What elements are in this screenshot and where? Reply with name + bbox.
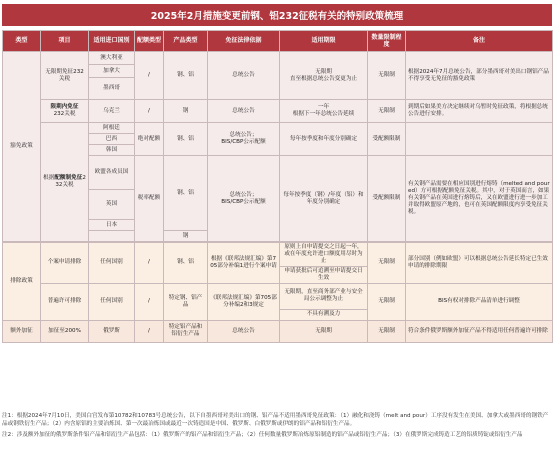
item-text: 232关税 [53,111,76,117]
item-cell [41,100,89,123]
quota-cell: / [135,320,164,342]
table-header-row [3,31,553,52]
category-cell: 额外加征 [3,320,41,342]
limit-cell: 无限制 [368,320,406,342]
note-cell: 有关钢产品需要在相应国别进行熔铸（melted and poured）方可根据配额免征关税。其中，对于英国而言，如果有关钢产品在英国进行熔铸后，又在欧盟进行进一步加工并取得欧盟原产地的，也可在英国配额限度内享受免征关税。 [406,156,553,242]
quota-cell: / [135,52,164,100]
limit-cell: 无限制 [368,52,406,100]
period-cell: 每年按季度（钢）/年度（铝）和年度分别确定 [280,156,368,242]
country-cell: 俄罗斯 [89,320,135,342]
table-row [3,283,553,309]
basis-cell: 总统公告 [208,320,280,342]
header-cell: 数量限制程度 [368,31,406,52]
category-cell: 豁免政策 [3,52,41,242]
period-cell: 无限期 直至根据总统公告变更为止 [280,52,368,100]
basis-cell: 根据《联邦法规汇编》第705部分补编1进行个案申请 [208,243,280,284]
note-cell: BIS有权对排除产品清单进行调整 [406,283,553,320]
product-cell: 钢、铝 [164,123,208,156]
header-cell: 适用期限 [280,31,368,52]
product-cell: 钢、铝 [164,52,208,100]
note-cell: 部分国别（例如欧盟）可以根据总统公告延长特定已生效申请的排除期限 [406,243,553,284]
note-cell: 符合条件俄罗斯额外加征产品不得适用任何普遍许可排除 [406,320,553,342]
item-cell: 个案申请排除 [41,243,89,284]
footnotes [2,412,552,442]
limit-cell: 受配额限制 [368,123,406,156]
country-cell: 阿根廷 [89,123,135,134]
period-cell: 原则上自申请提交之日起一年，或在年度允许进口额度用尽时为止 [280,243,368,267]
period-cell: 无限期 [280,320,368,342]
period-cell: 无限期，直至商务部产业与安全局公示调整为止 [280,283,368,309]
basis-cell: 《联邦法规汇编》第705部分补编2和3规定 [208,283,280,320]
limit-cell: 无限制 [368,243,406,284]
quota-cell: 绝对配额 [135,123,164,156]
table-row [3,123,553,134]
basis-cell: 总统公告 [208,100,280,123]
country-cell: 欧盟各成员国 [89,156,135,190]
table-row [3,100,553,123]
note-cell [406,123,553,156]
country-cell: 乌克兰 [89,100,135,123]
limit-cell: 无限制 [368,100,406,123]
period-cell: 一年 根据下一年总统公告延续 [280,100,368,123]
item-cell: 普遍许可排除 [41,283,89,320]
period-cell: 每年按季度和年度分别确定 [280,123,368,156]
product-cell: 钢、铝 [164,156,208,231]
product-cell: 特定钢、铝产品 [164,283,208,320]
product-cell: 钢、铝 [164,243,208,284]
header-cell: 产品类型 [164,31,208,52]
table-row [3,320,553,342]
limit-cell: 受配额限制 [368,156,406,242]
quota-cell: / [135,243,164,284]
header-cell: 备注 [406,31,553,52]
category-cell: 排除政策 [3,243,41,321]
quota-cell: / [135,100,164,123]
item-text: 232关税 [55,175,86,188]
item-text: 根据 [43,175,55,182]
header-cell: 适用进口国别 [89,31,135,52]
note-cell: 根据2024年7月总统公告，部分墨西哥对美出口钢铝产品不得享受无免征的豁免政策 [406,52,553,100]
country-cell: 墨西哥 [89,78,135,100]
product-cell: 特定铝产品和铝衍生产品 [164,320,208,342]
item-cell: 加征至200% [41,320,89,342]
country-cell: 日本 [89,220,135,231]
country-cell [89,231,135,242]
item-cell [41,123,89,242]
table-row [3,52,553,65]
country-cell: 加拿大 [89,65,135,78]
header-cell: 类型 [3,31,41,52]
basis-cell: 总统公告 [208,52,280,100]
header-cell: 配额类型 [135,31,164,52]
quota-cell: / [135,283,164,320]
policy-table [2,30,553,343]
basis-cell: 总统公告； BIS/CBP公示配额 [208,156,280,242]
note-cell: 到期后如果美方决定继续对乌暂时免征政策，将根据总统公告进行安排。 [406,100,553,123]
period-cell: 不具有溯及力 [280,309,368,320]
header-cell: 免征法律依据 [208,31,280,52]
country-cell: 巴西 [89,134,135,145]
period-cell: 申请获批后可追溯至申请提交日生效 [280,266,368,283]
footnote-2: 注2：涉及额外加征的俄罗斯条件铝产品和铝衍生产品包括：（1）俄罗斯产的铝产品和铝衍生产品；（2）任何数量俄罗斯冶炼原铝制造的铝产品或铝衍生产品；（3）在俄罗斯完成铸造工艺的铝质铸锭或铝衍生产品 [2,432,523,439]
country-cell: 英国 [89,190,135,220]
limit-cell: 无限制 [368,283,406,320]
item-cell: 无限期免征232关税 [41,52,89,100]
country-cell: 韩国 [89,145,135,156]
country-cell: 任何国别 [89,283,135,320]
quota-cell: 税率配额 [135,156,164,242]
table-row [3,243,553,267]
product-cell: 钢 [164,231,208,242]
footnote-1: 注1：根据2024年7月10日，美国白宫发布第10782和10783号总统公告，以下自墨西哥对美出口的钢、铝产品不适用墨西哥免征政策：（1）融化和浇铸（melt and pour）工序没有发生在美国、加拿大或墨西哥的钢铁产品或钢铁衍生产品；（2）内含原铝的主要冶炼国、第一次最冶炼国或最近一次铸造国是中国、俄罗斯、白俄罗斯或伊朗的铝产品和铝衍生产品。 [2,413,549,428]
basis-cell: 总统公告； BIS/CBP公示配额 [208,123,280,156]
header-cell: 项目 [41,31,89,52]
country-cell: 澳大利亚 [89,52,135,65]
product-cell: 钢 [164,100,208,123]
page-title: 2025年2月措施变更前钢、铝232征税有关的特别政策梳理 [2,4,552,26]
item-bold-text: 配额制免征 [54,175,83,182]
country-cell: 任何国别 [89,243,135,284]
item-bold-text: 限期内免征 [50,104,79,111]
